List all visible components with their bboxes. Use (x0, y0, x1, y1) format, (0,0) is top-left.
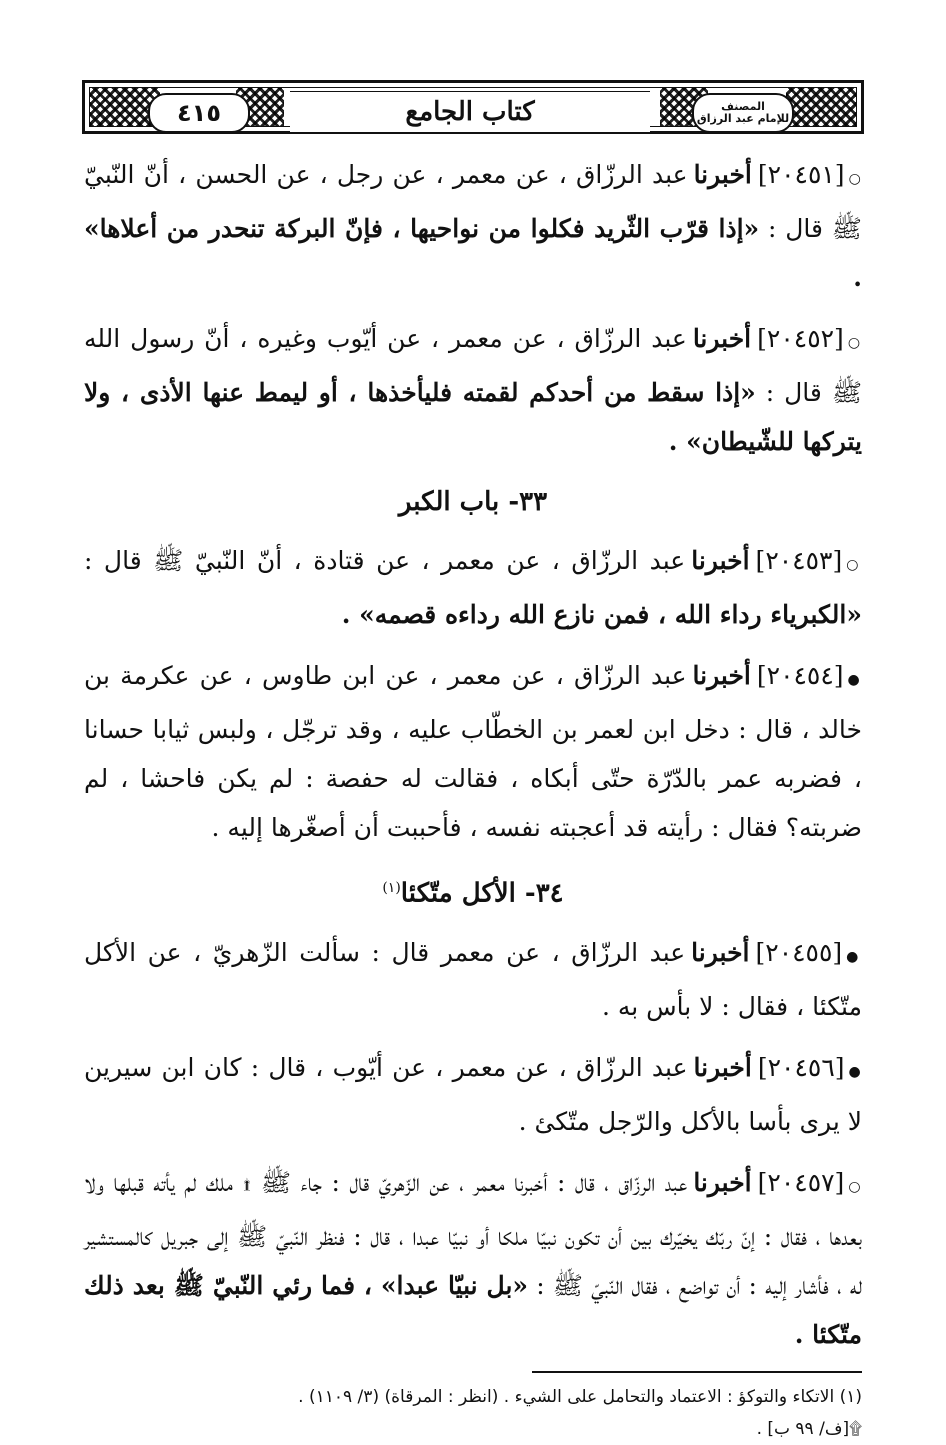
hadith-entry (84, 1158, 862, 1359)
hadith-text: «إذا قرّب الثّريد فكلوا من نواحيها ، فإنّ البركة تنحدر من أعلاها» . (84, 214, 862, 292)
footnote-separator (532, 1371, 862, 1373)
footnote: ۩[ف/ ٩٩ ب] . (756, 1418, 862, 1439)
section-heading-text: ٣٤- الأكل متّكئا (400, 878, 564, 909)
isnad-text: عبد الرزّاق ، عن معمر ، عن أيّوب ، قال : كان ابن سيرين لا يرى بأسا بالأكل والرّجل متّكئ . (84, 1052, 862, 1136)
footnote: (١) الاتكاء والتوكؤ : الاعتماد والتحامل على الشيء . (انظر : المرقاة) (٣/ ١١٠٩) . (298, 1386, 862, 1407)
book-logo (692, 93, 794, 133)
ornament-right (786, 88, 856, 126)
page-header (82, 80, 864, 134)
hadith-number: [٢٠٤٥٤] (756, 661, 844, 690)
akhbarana-label: أخبرنا (691, 937, 750, 967)
hadith-entry (84, 150, 862, 302)
logo-line-2: للإمام عبد الرزاق (696, 112, 790, 125)
entry-marker: ○ (847, 335, 863, 351)
header-inner-frame (89, 87, 857, 127)
chapter-title: كتاب الجامع (290, 91, 650, 133)
page-content (84, 150, 862, 1445)
logo-line-1: المصنف (721, 100, 765, 113)
hadith-number: [٢٠٤٥٣] (755, 546, 843, 575)
akhbarana-label: أخبرنا (693, 1052, 752, 1082)
footnote-ref: (١) (382, 880, 401, 896)
isnad-text: عبد الرزّاق ، قال : أخبرنا معمر ، عن الزّهريّ قال : جاء ﷺ ۩ ملك لم يأته قبلها ولا بعدها ، فقال : إنّ ربّك يخيّرك بين أن تكون نبيّا ملكا أو نبيّا عبدا ، قال : فنظر النّبيّ ﷺ إلى جبريل كالمستشير له ، فأشار إليه : أن تواضع ، فقال النّبيّ ﷺ : (84, 1167, 863, 1300)
hadith-text: «إذا سقط من أحدكم لقمته فليأخذها ، أو ليمط عنها الأذى ، ولا يتركها للشّيطان» . (84, 378, 862, 456)
akhbarana-label: أخبرنا (692, 324, 752, 353)
hadith-entry (84, 314, 862, 466)
hadith-number: [٢٠٤٥١] (757, 160, 845, 189)
section-heading: ٣٣- باب الكبر (398, 487, 548, 517)
isnad-text: عبد الرزّاق ، عن معمر ، عن رجل ، عن الحسن ، أنّ النّبيّ ﷺ قال : (84, 160, 863, 243)
akhbarana-label: أخبرنا (693, 160, 752, 189)
isnad-text: عبد الرزّاق ، عن معمر ، عن ابن طاوس ، عن عكرمة بن خالد ، قال : دخل ابن لعمر بن الخطّاب عليه ، وقد ترجّل ، ولبس ثيابا حسانا ، فضربه عمر بالدّرّة حتّى أبكاه ، فقالت له حفصة : لم يكن فاحشا ، لم ضربته؟ فقال : رأيته قد أعجبته نفسه ، فأحببت أن أصغّرها إليه . (84, 661, 862, 842)
entry-marker: ○ (848, 171, 862, 187)
entry-marker: ● (846, 948, 863, 965)
hadith-entry (84, 1043, 862, 1146)
entry-marker: ○ (846, 557, 862, 573)
hadith-text: «الكبرياء رداء الله ، فمن نازع الله رداءه قصمه» . (341, 600, 862, 629)
entry-marker: ● (848, 1063, 862, 1080)
hadith-entry (84, 928, 862, 1031)
section-heading (84, 864, 862, 918)
hadith-entry (84, 651, 862, 852)
akhbarana-label: أخبرنا (691, 546, 750, 575)
entry-marker: ● (847, 672, 862, 688)
hadith-number: [٢٠٤٥٧] (757, 1167, 845, 1197)
entry-marker: ○ (848, 1178, 862, 1195)
isnad-text: عبد الرزّاق ، عن معمر ، عن قتادة ، أنّ النّبيّ ﷺ قال : (84, 546, 686, 575)
isnad-text: عبد الرزّاق ، عن معمر ، عن أيّوب وغيره ، أنّ رسول الله ﷺ قال : (84, 324, 863, 407)
isnad-text: عبد الرزّاق ، عن معمر قال : سألت الزّهريّ ، عن الأكل متّكئا ، فقال : لا بأس به . (84, 937, 862, 1021)
akhbarana-label: أخبرنا (693, 1167, 752, 1197)
akhbarana-label: أخبرنا (692, 661, 751, 690)
hadith-entry (84, 536, 862, 639)
hadith-number: [٢٠٤٥٦] (757, 1052, 845, 1082)
page-number: ٤١٥ (148, 93, 250, 133)
hadith-number: [٢٠٤٥٢] (757, 324, 844, 353)
hadith-text: «بل نبيّا عبدا» ، فما رئي النّبيّ ﷺ بعد ذلك متّكئا . (84, 1270, 862, 1349)
hadith-number: [٢٠٤٥٥] (755, 937, 843, 967)
